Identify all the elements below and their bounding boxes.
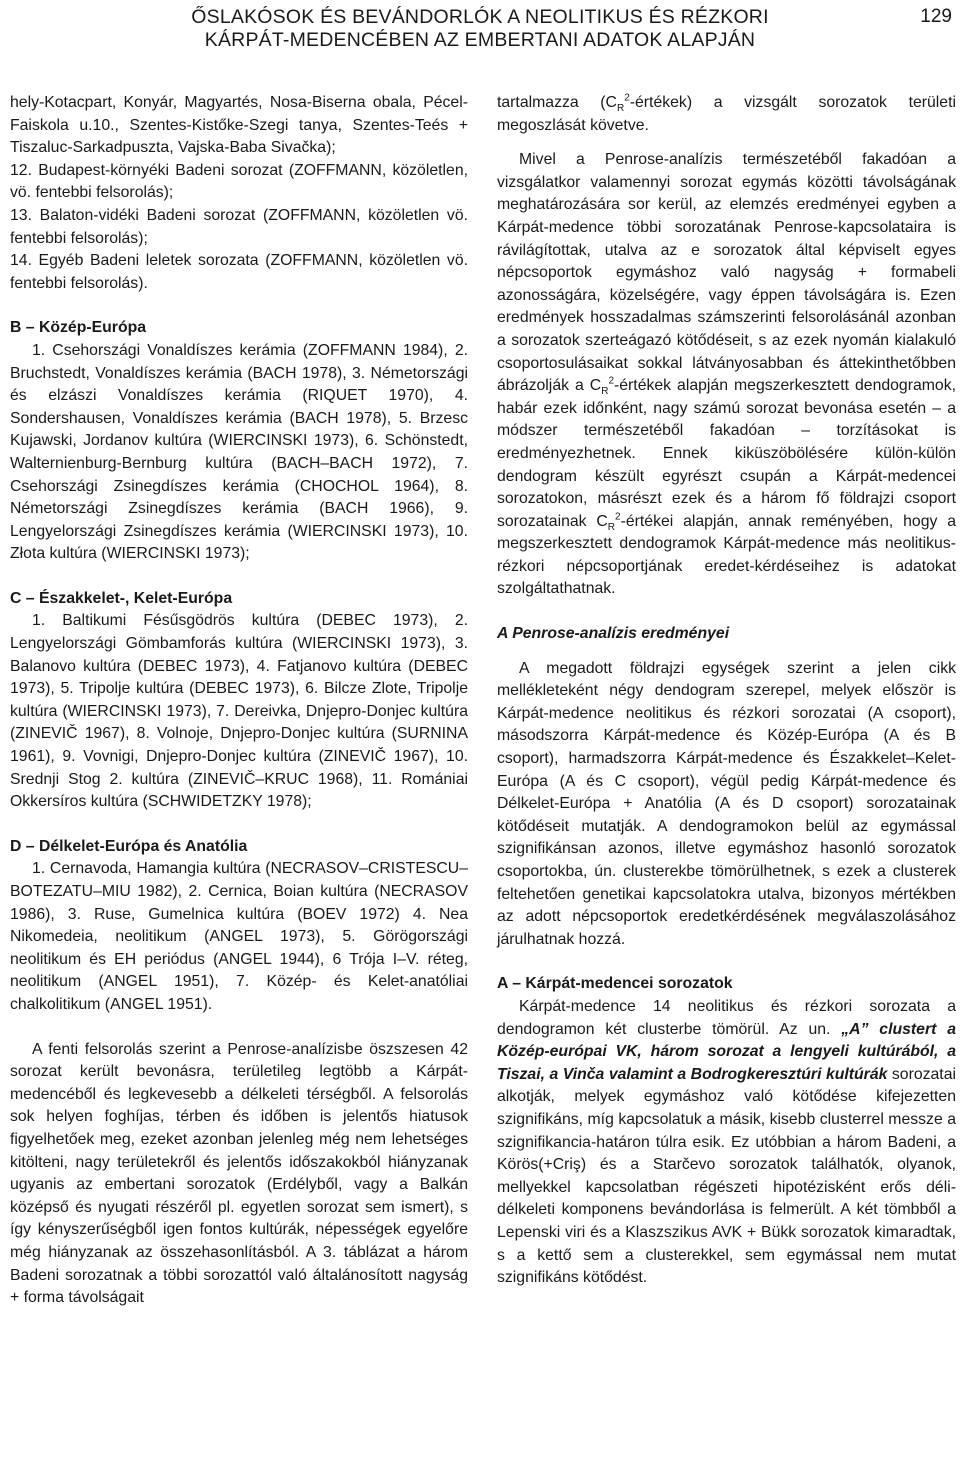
page-number: 129	[920, 6, 952, 27]
running-title	[100, 6, 860, 52]
section-a-text-b: sorozatai alkotják, melyek egymáshoz való kötődése kifejezetten szignifikáns, míg kapcsolatuk a másik, kisebb clusterrel messze a szignifikancia-határon túlra esik. Ez utóbbian a három Badeni, a Körös(+Criş) és a Starčevo sorozatok találhatók, olyanok, mellyekkel kapcsolatban régészeti hipotézisként erős déli-délkeleti komponens bevándorlása is felmerült. A két tömbből a Lepenski viri és a Klaszszikus AVK + Bükk sorozatok kimaradtak, s a kettő sem a clusterekkel, sem egymással nem mutat szignifikáns kötődést.	[497, 1065, 956, 1287]
p2-text-c: -értékei alapján, annak reményében, hogy a megszerkesztett dendogramok Kárpát-medence más neolitikus-rézkori népcsoportjának eredet-kérdéseihez is adatokat szolgáltathatnak.	[497, 512, 956, 598]
right-column	[497, 92, 956, 1290]
right-paragraph-2	[497, 149, 956, 601]
running-title-line2: KÁRPÁT-MEDENCÉBEN AZ EMBERTANI ADATOK ALAPJÁN	[204, 29, 756, 51]
section-a-heading: A – Kárpát-medencei sorozatok	[497, 975, 733, 993]
list-item-14: 14. Egyéb Badeni leletek sorozata (ZOFFMANN, közöletlen vö. fentebbi felsorolás).	[10, 252, 468, 292]
section-b-text: 1. Csehországi Vonaldíszes kerámia (ZOFFMANN 1984), 2. Bruchstedt, Vonaldíszes kerámia (BACH 1978), 3. Németországi és elzászi Vonaldíszes kerámia (RIQUET 1970), 4. Sondershausen, Vonaldíszes kerámia (BACH 1978), 5. Brzesc Kujawski, Jordanov kultúra (WIERCINSKI 1973), 6. Schönstedt, Walternienburg-Bernburg kultúra (BACH–BACH 1972), 7. Csehországi Zsinegdíszes kerámia (CHOCHOL 1964), 8. Németországi Zsinegdíszes kerámia (BACH 1966), 9. Lengyelországi Zsinegdíszes kerámia (WIERCINSKI 1973), 10. Złota kultúra (WIERCINSKI 1973);	[10, 341, 468, 563]
section-d-text: 1. Cernavoda, Hamangia kultúra (NECRASOV–CRISTESCU–BOTEZATU–MIU 1982), 2. Cernica, Boian kultúra (NECRASOV 1986), 3. Ruse, Gumelnica kultúra (BOEV 1972) 4. Nea Nikomedeia, neolitikum (ANGEL 1973), 5. Görögországi neolitikum és EH periódus (ANGEL 1944), 6 Trója I–V. réteg, neolitikum (ANGEL 1951), 7. Közép- és Kelet-anatóliai chalkolitikum (ANGEL 1951).	[10, 860, 468, 1013]
p2-sub: R	[601, 386, 609, 398]
list-item-13: 13. Balaton-vidéki Badeni sorozat (ZOFFMANN, közöletlen vö. fentebbi felsorolás);	[10, 206, 468, 247]
p2-sup-2: 2	[615, 511, 621, 523]
p2-sup: 2	[608, 375, 614, 387]
list-item-12: 12. Budapest-környéki Badeni sorozat (ZOFFMANN, közöletlen, vö. fentebbi felsorolás);	[10, 161, 468, 202]
p1-text-b: -értékek) a vizsgált sorozatok területi megoszlását követve.	[497, 94, 956, 134]
section-d-heading: D – Délkelet-Európa és Anatólia	[10, 837, 248, 855]
section-a-emphasis: „A” clustert a Közép-európai VK, három sorozat a lengyeli kultúrából, a Tiszai, a Vinča valamint a Bodrogkeresztúri kultúrák	[497, 1020, 956, 1083]
section-c-text: 1. Baltikumi Fésűsgödrös kultúra (DEBEC 1973), 2. Lengyelországi Gömbamforás kultúra (WIERCINSKI 1973), 3. Balanovo kultúra (DEBEC 1973), 4. Fatjanovo kultúra (DEBEC 1973), 5. Tripolje kultúra (DEBEC 1973), 6. Bilcze Zlote, Tripolje kultúra (WIERCINSKI 1973), 7. Dereivka, Dnjepro-Donjec kultúra (ZINEVIČ 1967), 8. Volnoje, Dnjepro-Donjec kultúra (SURNINA 1961), 9. Vovnigi, Dnjepro-Donjec kultúra (ZINEVIČ 1967), 10. Srednji Stog 2. kultúra (ZINEVIČ–KRUC 1968), 11. Romániai Okkersíros kultúra (SCHWIDETZKY 1978);	[10, 612, 468, 811]
p2-sub-2: R	[607, 521, 616, 533]
p1-sup: 2	[624, 92, 630, 104]
p2-text-a: Mivel a Penrose-analízis természetéből fakadóan a vizsgálatkor valamennyi sorozat egymás közötti távolságának meghatározására sor kerül, az elemzés eredményei egyben a Kárpát-medence többi sorozatának Penrose-kapcsolataira is rávilágítottak, utalva az e sorozatok által képviselt egyes népcsoportok egymáshoz való nagyság + formabeli azonosságára, közelségére, vagy éppen távolságára is. Ezen eredmények hosszadalmas számszerinti felsorolásánál azonban a sorozatok szerteágazó kötődéseit, s az ezek nyomán kialakuló csoportosulásaikat sokkal látványosabban és áttekinthetőbben ábrázolják a C	[497, 151, 956, 395]
results-heading: A Penrose-analízis eredményei	[497, 625, 730, 643]
section-a-text	[497, 996, 956, 1290]
p2-text-b: -értékek alapján megszerkesztett dendogramok, habár ezek időnként, nagy számú sorozat bevonása esetén – a módszer természetéből fakadóan – torzításokat is eredményezhetnek. Ennek kiküszöbölésére külön-külön dendogram készült egyrészt csupán a Kárpát-medencei sorozatokon, másrészt ezek és a három fő földrajzi csoport sorozatainak C	[497, 377, 956, 530]
list-continuation: hely-Kotacpart, Konyár, Magyartés, Nosa-Biserna obala, Pécel-Faiskola u.10., Szentes-Kistőke-Szegi tanya, Szentes-Teés + Tiszaluc-Sarkadpuszta, Vajska-Baba Sivačka);	[10, 94, 468, 157]
section-c-heading: C – Északkelet-, Kelet-Európa	[10, 589, 233, 607]
p1-sub: R	[616, 103, 625, 115]
p1-text-a: tartalmazza (C	[497, 94, 617, 111]
right-paragraph-1	[497, 92, 956, 137]
running-title-line1: ŐSLAKÓSOK ÉS BEVÁNDORLÓK A NEOLITIKUS ÉS RÉZKORI	[191, 6, 769, 28]
summary-paragraph: A fenti felsorolás szerint a Penrose-analízisbe öszszesen 42 sorozat került bevonásra, területileg legtöbb a Kárpát-medencéből és legkevesebb a délkeleti térségből. A felsorolás sok helyen foghíjas, térben és időben is jelentős hiatusok figyelhetőek meg, ezeket azonban jelenleg még nem lehetséges kitölteni, nagy területekről és jelentős időszakokból hiányzanak ugyanis az embertani sorozatok (Erdélyből, vagy a Balkán középső és nyugati részéről pl. egyetlen sorozat sem ismert), s így kényszerűségből igen fontos kultúrák, népességek egyelőre még hiányzanak az összehasonlításból. A 3. táblázat a három Badeni sorozatnak a többi sorozattól való általánosított nagyság + forma távolságait	[10, 1040, 468, 1307]
left-column	[10, 92, 468, 1310]
section-a-text-a: Kárpát-medence 14 neolitikus és rézkori sorozata a dendogramon két clusterbe tömörül. Az un.	[497, 997, 956, 1038]
page-header	[0, 0, 960, 62]
section-b-heading: B – Közép-Európa	[10, 319, 147, 337]
results-paragraph: A megadott földrajzi egységek szerint a jelen cikk mellékleteként négy dendogram szerepel, melyek először is Kárpát-medence neolitikus és rézkori sorozatai (A csoport), másodszorra Kárpát-medence és Közép-Európa (A és B csoport), harmadszorra Kárpát-medence és Északkelet–Kelet-Európa (A és C csoport), végül pedig Kárpát-medence és Délkelet-Európa + Anatólia (A és D csoport) sorozatainak kötődéseit mutatják. A dendogramokon belül az egymással szignifikánsan azonos, illetve egymáshoz hasonló sorozatok csoportokba, ún. clusterekbe tömörülhetnek, s ezek a clusterek feltehetően genetikai kapcsolatokra utalva, bizonyos mértékben az adott népcsoportok eredetkérdésének megválaszolásához járulhatnak hozzá.	[497, 659, 956, 948]
